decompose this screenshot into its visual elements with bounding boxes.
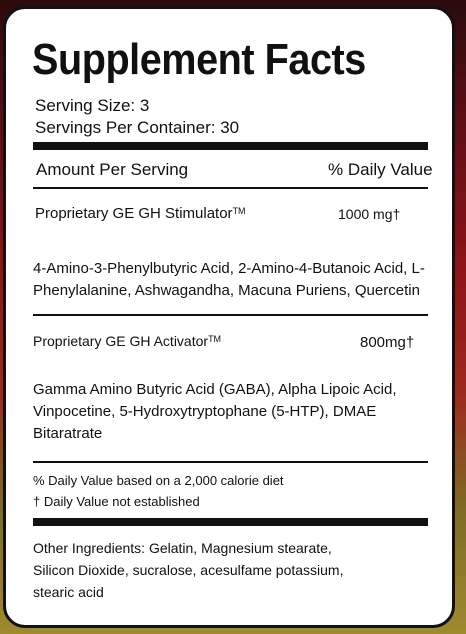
other-ingredients: Other Ingredients: Gelatin, Magnesium stearate, Silicon Dioxide, sucralose, acesulfame potassium, stearic acid — [33, 540, 344, 600]
divider-thick — [33, 518, 428, 526]
footnote-not-established: † Daily Value not established — [33, 494, 200, 509]
servings-per-container: Servings Per Container: 30 — [35, 118, 240, 137]
trademark-mark: TM — [208, 334, 222, 344]
divider-thin — [33, 314, 428, 316]
amount-per-serving-header: Amount Per Serving — [36, 160, 189, 179]
page-title: Supplement Facts — [32, 35, 366, 84]
footnote-daily-value: % Daily Value based on a 2,000 calorie diet — [33, 473, 284, 488]
item-name — [33, 334, 221, 348]
item-ingredients: 4-Amino-3-Phenylbutyric Acid, 2-Amino-4-Butanoic Acid, L-Phenylalanine, Ashwagandha, Macuna Puriens, Quercetin — [33, 260, 425, 299]
item-amount: 800mg† — [360, 334, 415, 351]
serving-size: Serving Size: 3 — [35, 96, 150, 115]
divider-thin — [33, 461, 428, 463]
item-amount: 1000 mg† — [338, 206, 401, 222]
item-ingredients: Gamma Amino Butyric Acid (GABA), Alpha Lipoic Acid, Vinpocetine, 5-Hydroxytryptophane (5-HTP), DMAE Bitaratrate — [33, 381, 397, 442]
item-name-text: Proprietary GE GH Activator — [33, 333, 209, 349]
daily-value-header: % Daily Value — [328, 160, 433, 179]
divider-thick — [33, 142, 428, 150]
item-name-text: Proprietary GE GH Stimulator — [35, 205, 233, 222]
trademark-mark: TM — [232, 206, 246, 216]
divider-thin — [33, 187, 428, 189]
item-name — [35, 206, 246, 221]
